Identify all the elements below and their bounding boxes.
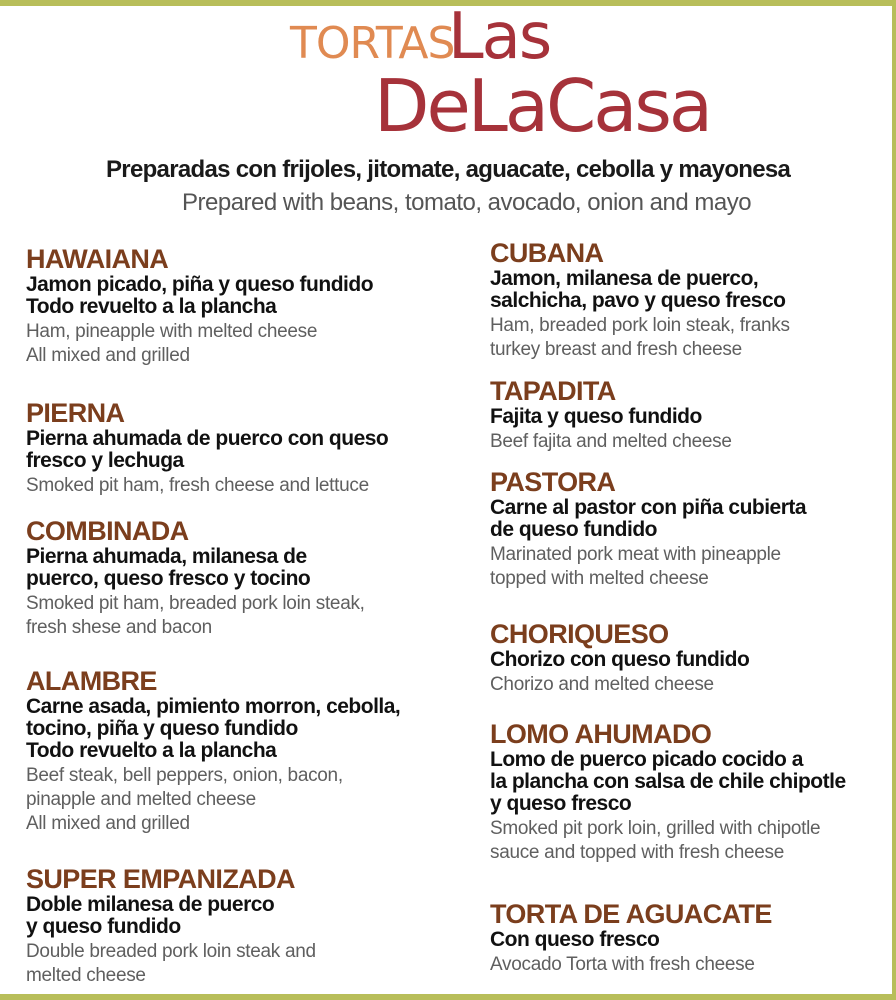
item-name: ALAMBRE — [26, 666, 157, 696]
item-description-en: Beef steak, bell peppers, onion, bacon, pinapple and melted cheese All mixed and grilled — [26, 765, 343, 834]
item-description-en: Smoked pit ham, breaded pork loin steak, fresh shese and bacon — [26, 593, 365, 638]
menu-item-hawaiana — [26, 244, 476, 368]
item-description-en: Smoked pit pork loin, grilled with chipotle sauce and topped with fresh cheese — [490, 818, 821, 863]
item-description-es: Fajita y queso fundido — [490, 405, 702, 428]
item-description-en: Ham, pineapple with melted cheese All mixed and grilled — [26, 321, 318, 366]
item-name: TAPADITA — [490, 376, 616, 406]
item-description-es: Con queso fresco — [490, 928, 660, 951]
item-description-es: Lomo de puerco picado cocido a la plancha con salsa de chile chipotle y queso fresco — [490, 748, 846, 815]
item-name: PASTORA — [490, 467, 616, 497]
menu-item-tapadita — [490, 376, 896, 454]
item-name: CHORIQUESO — [490, 619, 669, 649]
item-name: CUBANA — [490, 238, 604, 268]
item-description-en: Chorizo and melted cheese — [490, 674, 714, 695]
menu-item-pastora — [490, 467, 896, 591]
menu-item-torta-de-aguacate — [490, 899, 896, 977]
item-description-es: Carne asada, pimiento morron, cebolla, tocino, piña y queso fundido Todo revuelto a la plancha — [26, 695, 401, 762]
item-description-en: Ham, breaded pork loin steak, franks turkey breast and fresh cheese — [490, 315, 790, 360]
item-description-en: Double breaded pork loin steak and melted cheese — [26, 941, 316, 986]
menu-item-cubana — [490, 238, 896, 362]
item-description-es: Jamon picado, piña y queso fundido Todo revuelto a la plancha — [26, 273, 374, 318]
item-name: COMBINADA — [26, 516, 189, 546]
item-name: SUPER EMPANIZADA — [26, 864, 295, 894]
item-name: TORTA DE AGUACATE — [490, 899, 772, 929]
subtitle-spanish: Preparadas con frijoles, jitomate, aguacate, cebolla y mayonesa — [106, 156, 791, 183]
item-name: PIERNA — [26, 398, 125, 428]
item-name: LOMO AHUMADO — [490, 719, 712, 749]
item-description-en: Avocado Torta with fresh cheese — [490, 954, 755, 975]
menu-item-lomo-ahumado — [490, 719, 896, 865]
menu-item-choriqueso — [490, 619, 896, 697]
item-description-en: Marinated pork meat with pineapple topped with melted cheese — [490, 544, 781, 589]
menu-item-combinada — [26, 516, 476, 640]
item-description-en: Smoked pit ham, fresh cheese and lettuce — [26, 475, 369, 496]
item-description-es: Doble milanesa de puerco y queso fundido — [26, 893, 275, 938]
menu-item-super-empanizada — [26, 864, 476, 988]
item-description-es: Chorizo con queso fundido — [490, 648, 750, 671]
item-name: HAWAIANA — [26, 244, 169, 274]
item-description-es: Jamon, milanesa de puerco, salchicha, pavo y queso fresco — [490, 267, 786, 312]
item-description-en: Beef fajita and melted cheese — [490, 431, 732, 452]
item-description-es: Pierna ahumada de puerco con queso fresco y lechuga — [26, 427, 389, 472]
item-description-es: Pierna ahumada, milanesa de puerco, queso fresco y tocino — [26, 545, 311, 590]
subtitle-english: Prepared with beans, tomato, avocado, onion and mayo — [182, 189, 752, 216]
menu-item-alambre — [26, 666, 476, 836]
title-las: Las — [448, 0, 551, 74]
title-delacasa: DeLaCasa — [374, 64, 710, 148]
menu-item-pierna — [26, 398, 476, 498]
title-tortas: TORTAS — [290, 18, 455, 69]
item-description-es: Carne al pastor con piña cubierta de queso fundido — [490, 496, 807, 541]
